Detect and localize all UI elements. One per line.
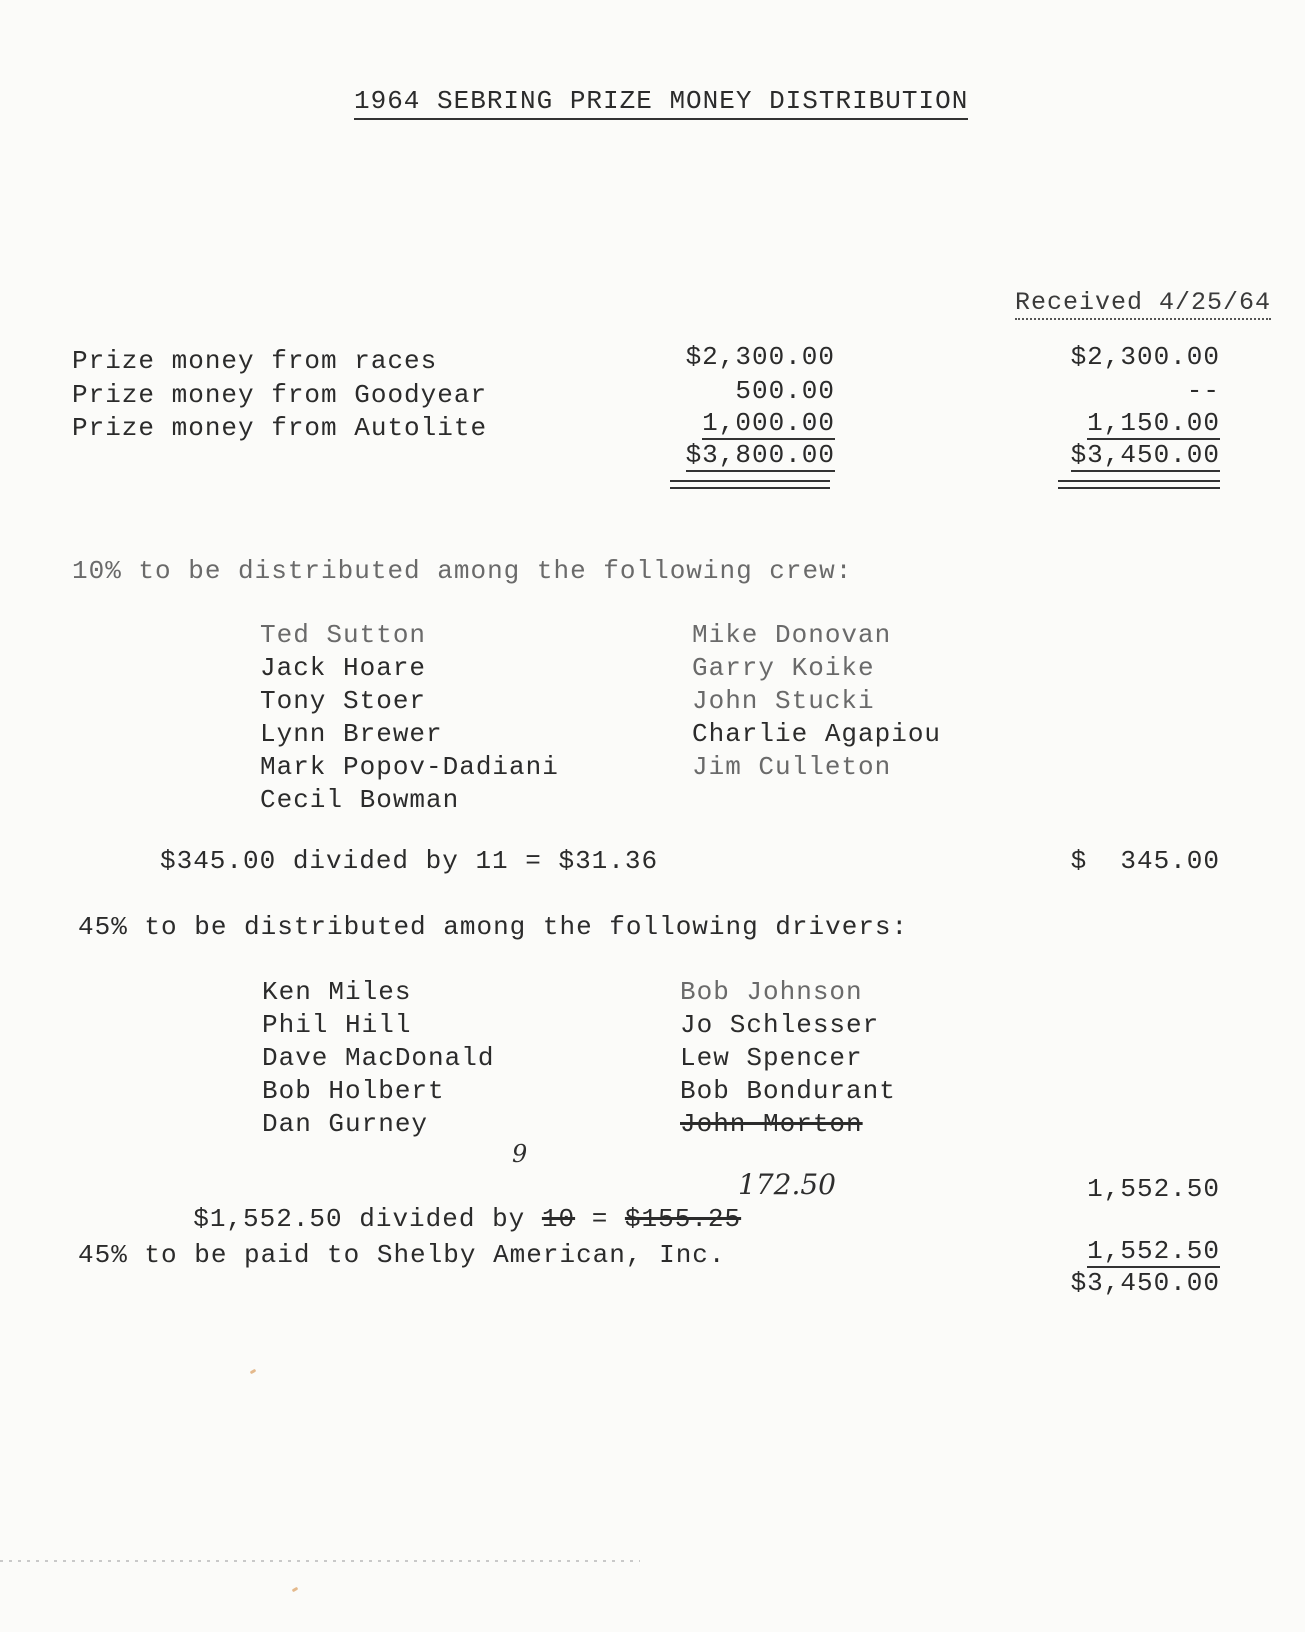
crew-name: Tony Stoer <box>260 686 427 716</box>
driver-name-struck: John Morton <box>680 1109 863 1139</box>
handwritten-divisor: 9 <box>512 1140 528 1168</box>
crew-name: Jim Culleton <box>692 752 892 782</box>
driver-name: Lew Spencer <box>680 1043 863 1073</box>
crew-name: Charlie Agapiou <box>692 719 942 749</box>
income-label: Prize money from Autolite <box>72 413 488 443</box>
driver-name: Dave MacDonald <box>262 1043 495 1073</box>
struck-result: $155.25 <box>624 1204 742 1234</box>
drivers-calc-prefix: $1,552.50 divided by <box>193 1204 542 1234</box>
driver-name: Ken Miles <box>262 977 412 1007</box>
income-amount: 500.00 <box>735 376 835 406</box>
scan-dotted-line <box>0 1560 640 1562</box>
driver-name: Bob Holbert <box>262 1076 445 1106</box>
shelby-amount: 1,552.50 <box>1087 1236 1220 1266</box>
double-underline <box>670 480 830 489</box>
received-column-header: Received 4/25/64 <box>1015 288 1271 320</box>
grand-total: $3,450.00 <box>1070 1268 1220 1298</box>
crew-name: Jack Hoare <box>260 653 427 683</box>
crew-name: Mark Popov-Dadiani <box>260 752 559 782</box>
driver-name: Bob Bondurant <box>680 1076 896 1106</box>
driver-name: Phil Hill <box>262 1010 412 1040</box>
crew-name: Ted Sutton <box>260 620 427 650</box>
handwritten-result: 172.50 <box>738 1168 836 1201</box>
scan-speck <box>250 1369 257 1375</box>
document-title: 1964 SEBRING PRIZE MONEY DISTRIBUTION <box>354 86 968 120</box>
crew-name: Mike Donovan <box>692 620 892 650</box>
received-amount: 1,150.00 <box>1087 408 1220 438</box>
crew-heading: 10% to be distributed among the following crew: <box>72 556 853 586</box>
scan-speck <box>292 1587 299 1593</box>
income-amount: 1,000.00 <box>702 408 835 438</box>
double-underline <box>1058 480 1220 489</box>
received-amount: $2,300.00 <box>1070 342 1220 372</box>
struck-divisor: 10 <box>541 1204 576 1234</box>
drivers-amount: 1,552.50 <box>1087 1174 1220 1204</box>
received-amount: -- <box>1186 376 1220 406</box>
crew-amount: $ 345.00 <box>1070 846 1220 876</box>
crew-name: Garry Koike <box>692 653 875 683</box>
income-total: $3,800.00 <box>685 440 835 470</box>
income-amount: $2,300.00 <box>685 342 835 372</box>
received-total: $3,450.00 <box>1070 440 1220 470</box>
crew-name: Cecil Bowman <box>260 785 460 815</box>
driver-name: Jo Schlesser <box>680 1010 880 1040</box>
drivers-calc-equals: = <box>575 1204 625 1234</box>
drivers-heading: 45% to be distributed among the following drivers: <box>78 912 909 942</box>
shelby-line: 45% to be paid to Shelby American, Inc. <box>78 1240 726 1270</box>
income-label: Prize money from Goodyear <box>72 380 488 410</box>
crew-calculation: $345.00 divided by 11 = $31.36 <box>160 846 659 876</box>
crew-name: Lynn Brewer <box>260 719 443 749</box>
income-label: Prize money from races <box>72 346 438 376</box>
driver-name: Dan Gurney <box>262 1109 429 1139</box>
crew-name: John Stucki <box>692 686 875 716</box>
driver-name: Bob Johnson <box>680 977 863 1007</box>
drivers-calculation <box>160 1174 741 1234</box>
